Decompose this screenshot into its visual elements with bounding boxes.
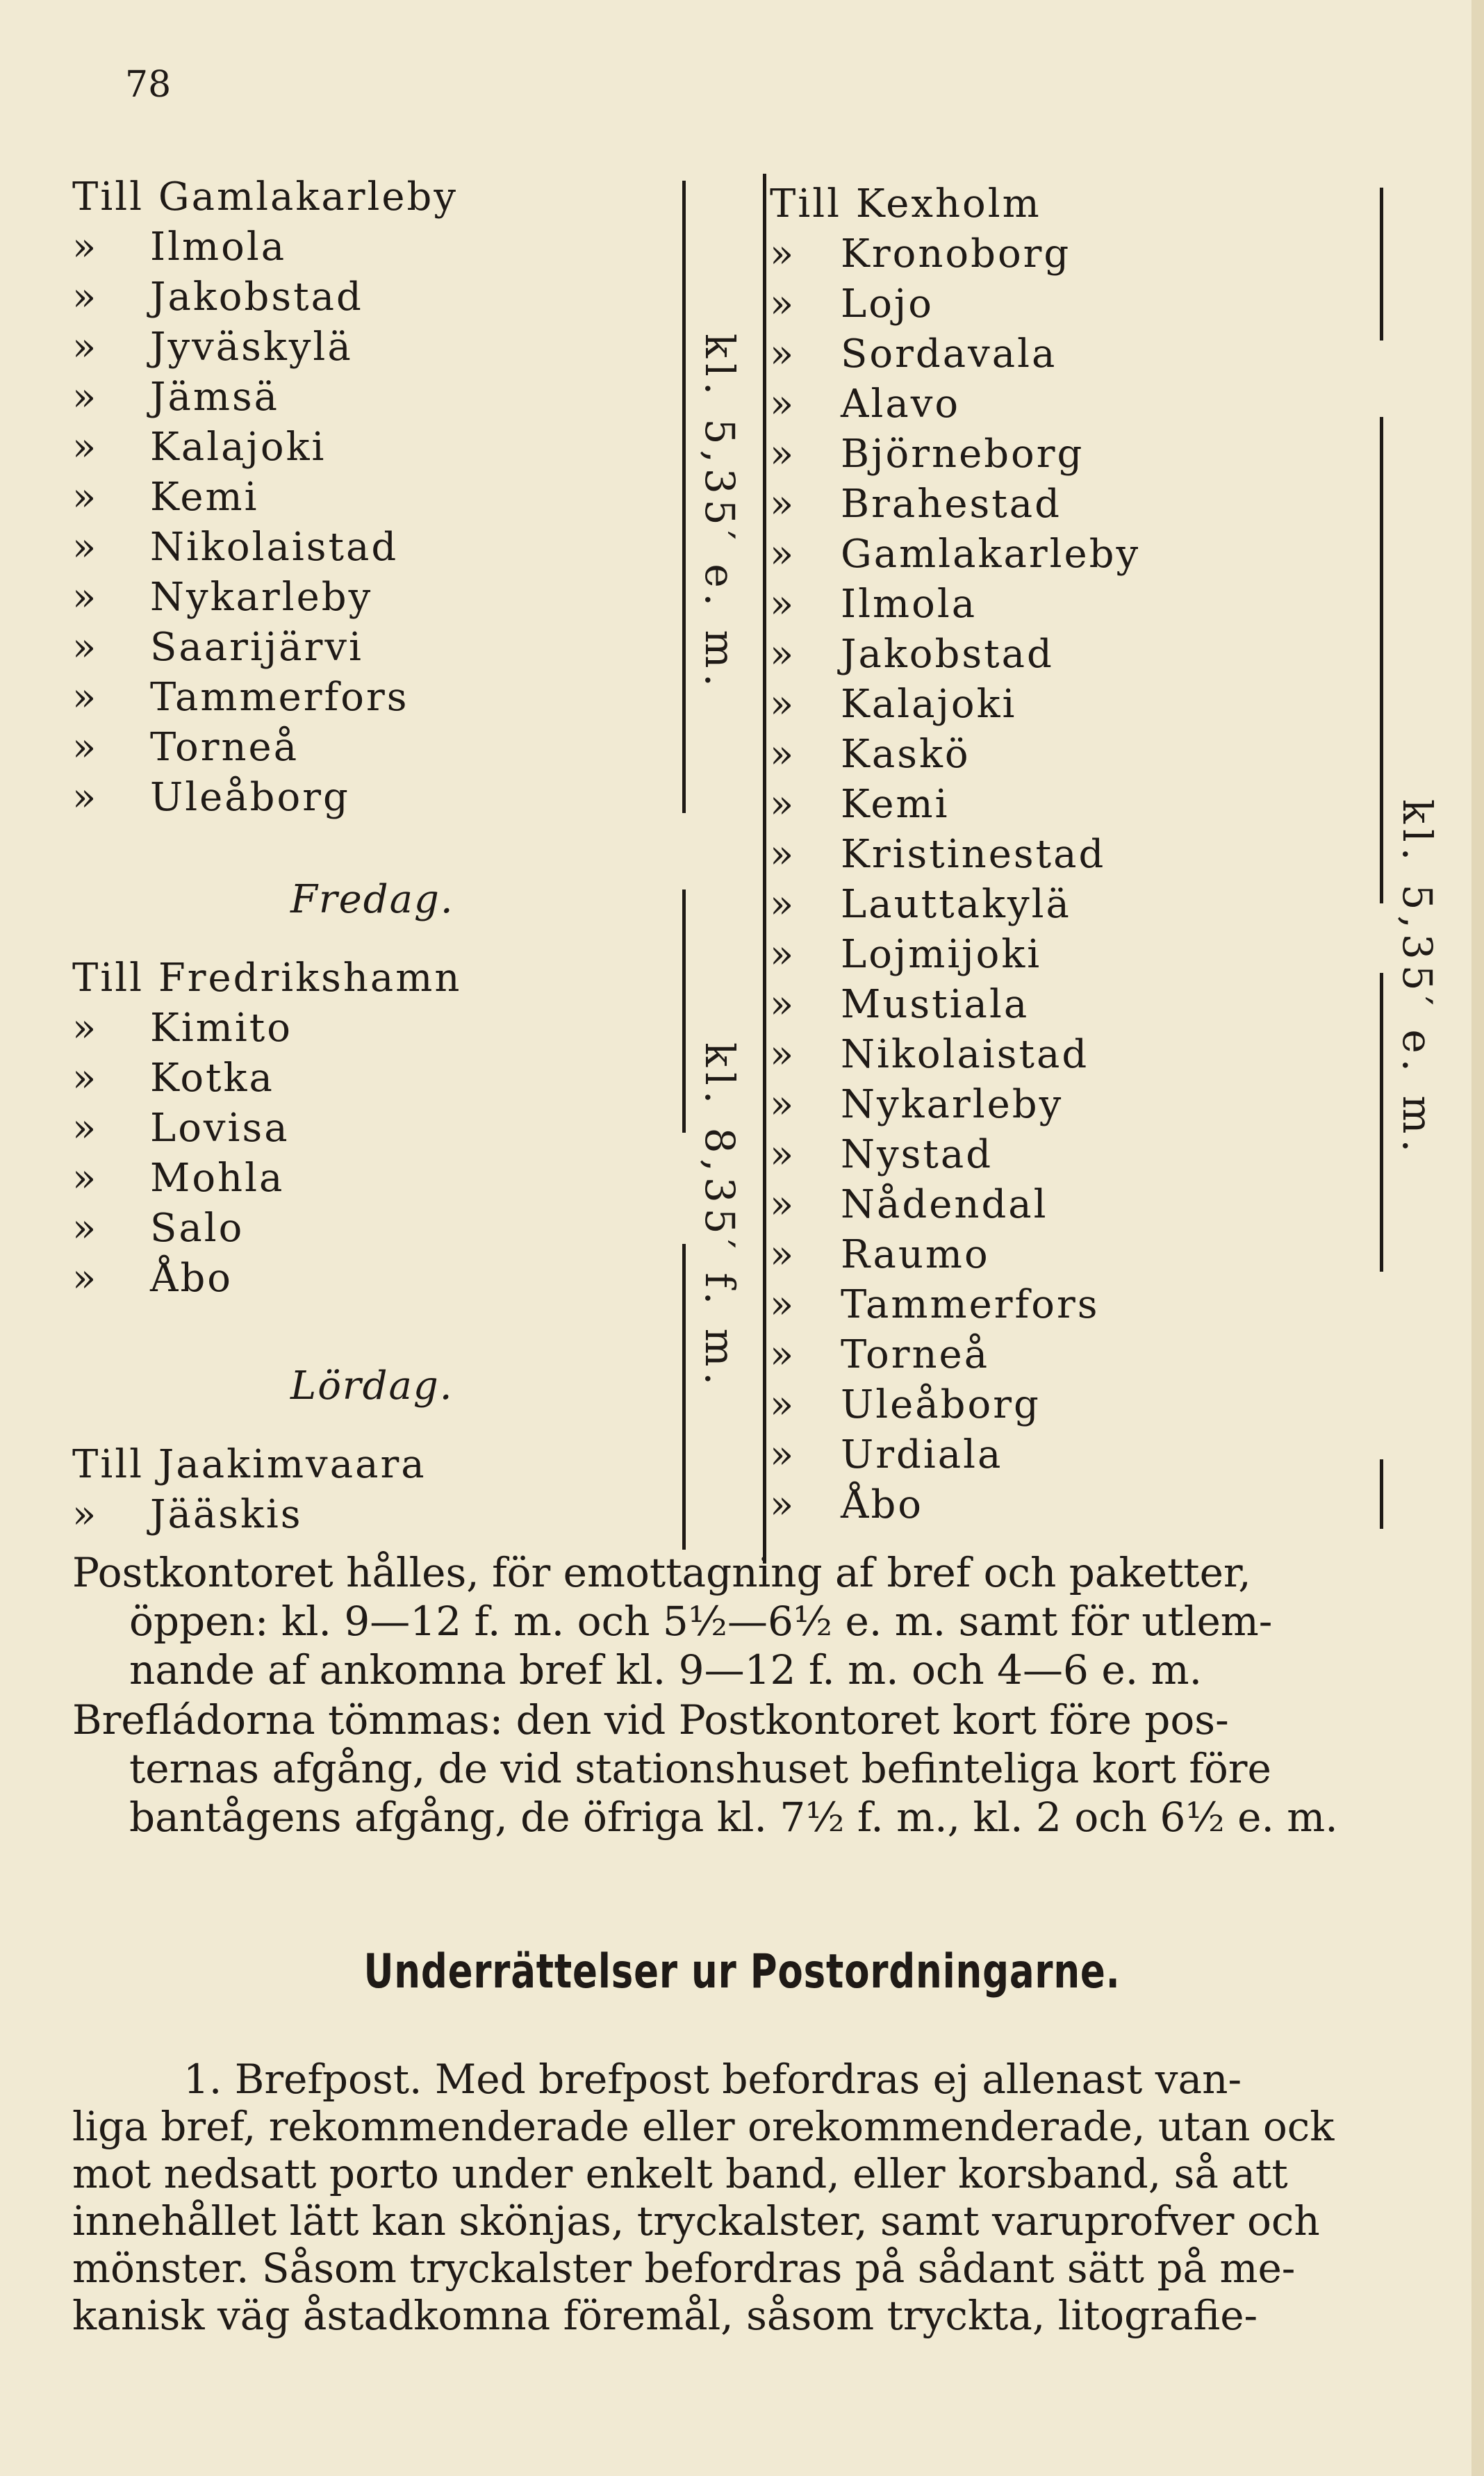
list-item: » Torneå xyxy=(770,1332,990,1377)
list-item: » Lojo xyxy=(770,281,934,327)
left-bracket-line xyxy=(682,889,686,1133)
list-item: » Lojmijoki xyxy=(770,932,1042,977)
list-item: » Nikolaistad xyxy=(72,525,399,570)
text-line: mönster. Såsom tryckalster befordras på sådant sätt på me- xyxy=(72,2245,1296,2292)
list-item: » Raumo xyxy=(770,1232,990,1277)
list-item: » Kronoborg xyxy=(770,231,1071,277)
list-item: » Åbo xyxy=(72,1256,233,1301)
left-bracket-line xyxy=(682,181,686,813)
left-group-2 xyxy=(72,953,461,1304)
list-item: » Åbo xyxy=(770,1482,924,1527)
list-item: » Lovisa xyxy=(72,1106,290,1151)
list-item: » Torneå xyxy=(72,725,299,770)
text-line: 1. Brefpost. Med brefpost befordras ej allenast van- xyxy=(183,2056,1242,2103)
text-line: bantågens afgång, de öfriga kl. 7½ f. m., kl. 2 och 6½ e. m. xyxy=(129,1794,1338,1841)
column-divider xyxy=(763,174,766,1564)
page-edge xyxy=(1471,0,1484,2476)
list-item: » Ilmola xyxy=(72,224,287,270)
list-item: » Jääskis xyxy=(72,1492,303,1537)
list-item: » Tammerfors xyxy=(770,1282,1100,1327)
text-line: nande af ankomna bref kl. 9—12 f. m. och 4—6 e. m. xyxy=(129,1646,1203,1694)
section-paragraph xyxy=(72,2056,1455,2339)
list-item: » Nådendal xyxy=(770,1182,1048,1227)
list-item: » Alavo xyxy=(770,382,961,427)
list-item: » Nystad xyxy=(770,1132,994,1177)
right-bracket-line xyxy=(1380,1459,1383,1529)
left-bracket-line xyxy=(682,1244,686,1550)
left-group-3 xyxy=(72,1440,427,1540)
list-item: » Kalajoki xyxy=(770,682,1017,727)
time-label-right: kl. 5,35′ e. m. xyxy=(1394,799,1441,1158)
list-item: » Nykarleby xyxy=(72,575,373,620)
list-item: » Ilmola xyxy=(770,582,978,627)
list-item: » Brahestad xyxy=(770,482,1062,527)
list-item: » Urdiala xyxy=(770,1432,1003,1477)
list-item: » Nykarleby xyxy=(770,1082,1064,1127)
list-item: » Björneborg xyxy=(770,432,1085,477)
text-line: öppen: kl. 9—12 f. m. och 5½—6½ e. m. samt för utlem- xyxy=(129,1598,1273,1645)
right-bracket-line xyxy=(1380,417,1383,903)
time-label-left-1: kl. 5,35′ e. m. xyxy=(696,334,743,692)
list-item: » Kimito xyxy=(72,1006,292,1051)
list-item: » Lauttakylä xyxy=(770,882,1071,927)
list-item: » Jämsä xyxy=(72,375,280,420)
time-label-left-2: kl. 8,35′ f. m. xyxy=(696,1042,743,1391)
section-title: Underrättelser ur Postordningarne. xyxy=(363,1944,1121,1999)
list-item: » Mustiala xyxy=(770,982,1030,1027)
list-item: » Kaskö xyxy=(770,732,971,777)
list-item: » Nikolaistad xyxy=(770,1032,1089,1077)
list-item: » Kristinestad xyxy=(770,832,1106,877)
list-item: » Kotka xyxy=(72,1056,274,1101)
text-line: Postkontoret hålles, för emottagning af bref och paketter, xyxy=(72,1549,1251,1596)
list-item: » Kemi xyxy=(72,475,259,520)
notice-paragraph-2 xyxy=(72,1696,1455,1842)
text-line: Brefládorna tömmas: den vid Postkontoret kort före pos- xyxy=(72,1696,1229,1744)
list-item: Till Fredrikshamn xyxy=(72,956,462,1001)
list-item: Till Gamlakarleby xyxy=(72,174,459,220)
list-item: » Uleåborg xyxy=(72,775,350,820)
right-group xyxy=(770,179,1140,1530)
text-line: liga bref, rekommenderade eller orekommenderade, utan ock xyxy=(72,2103,1335,2150)
list-item: » Mohla xyxy=(72,1156,285,1201)
list-item: » Tammerfors xyxy=(72,675,409,720)
text-line: innehållet lätt kan skönjas, tryckalster, samt varuprofver och xyxy=(72,2197,1320,2245)
list-item: Till Jaakimvaara xyxy=(72,1442,427,1487)
text-line: ternas afgång, de vid stationshuset befinteliga kort före xyxy=(129,1745,1271,1792)
list-item: » Jakobstad xyxy=(72,274,363,320)
list-item: » Jakobstad xyxy=(770,632,1054,677)
list-item: » Salo xyxy=(72,1206,245,1251)
heading-saturday: Lördag. xyxy=(290,1363,454,1409)
text-line: kanisk väg åstadkomna föremål, såsom tryckta, litografie- xyxy=(72,2292,1258,2339)
text-line: mot nedsatt porto under enkelt band, eller korsband, så att xyxy=(72,2150,1288,2197)
heading-friday: Fredag. xyxy=(290,877,454,922)
right-bracket-line xyxy=(1380,973,1383,1272)
list-item: » Kemi xyxy=(770,782,950,827)
list-item: » Sordavala xyxy=(770,331,1057,377)
list-item: » Kalajoki xyxy=(72,425,327,470)
list-item: » Jyväskylä xyxy=(72,325,353,370)
left-group-1 xyxy=(72,172,458,823)
right-bracket-line xyxy=(1380,188,1383,341)
notice-paragraph-1 xyxy=(72,1548,1455,1694)
page-number: 78 xyxy=(125,64,172,106)
list-item: » Uleåborg xyxy=(770,1382,1041,1427)
list-item: Till Kexholm xyxy=(770,181,1041,227)
list-item: » Gamlakarleby xyxy=(770,532,1141,577)
list-item: » Saarijärvi xyxy=(72,625,363,670)
